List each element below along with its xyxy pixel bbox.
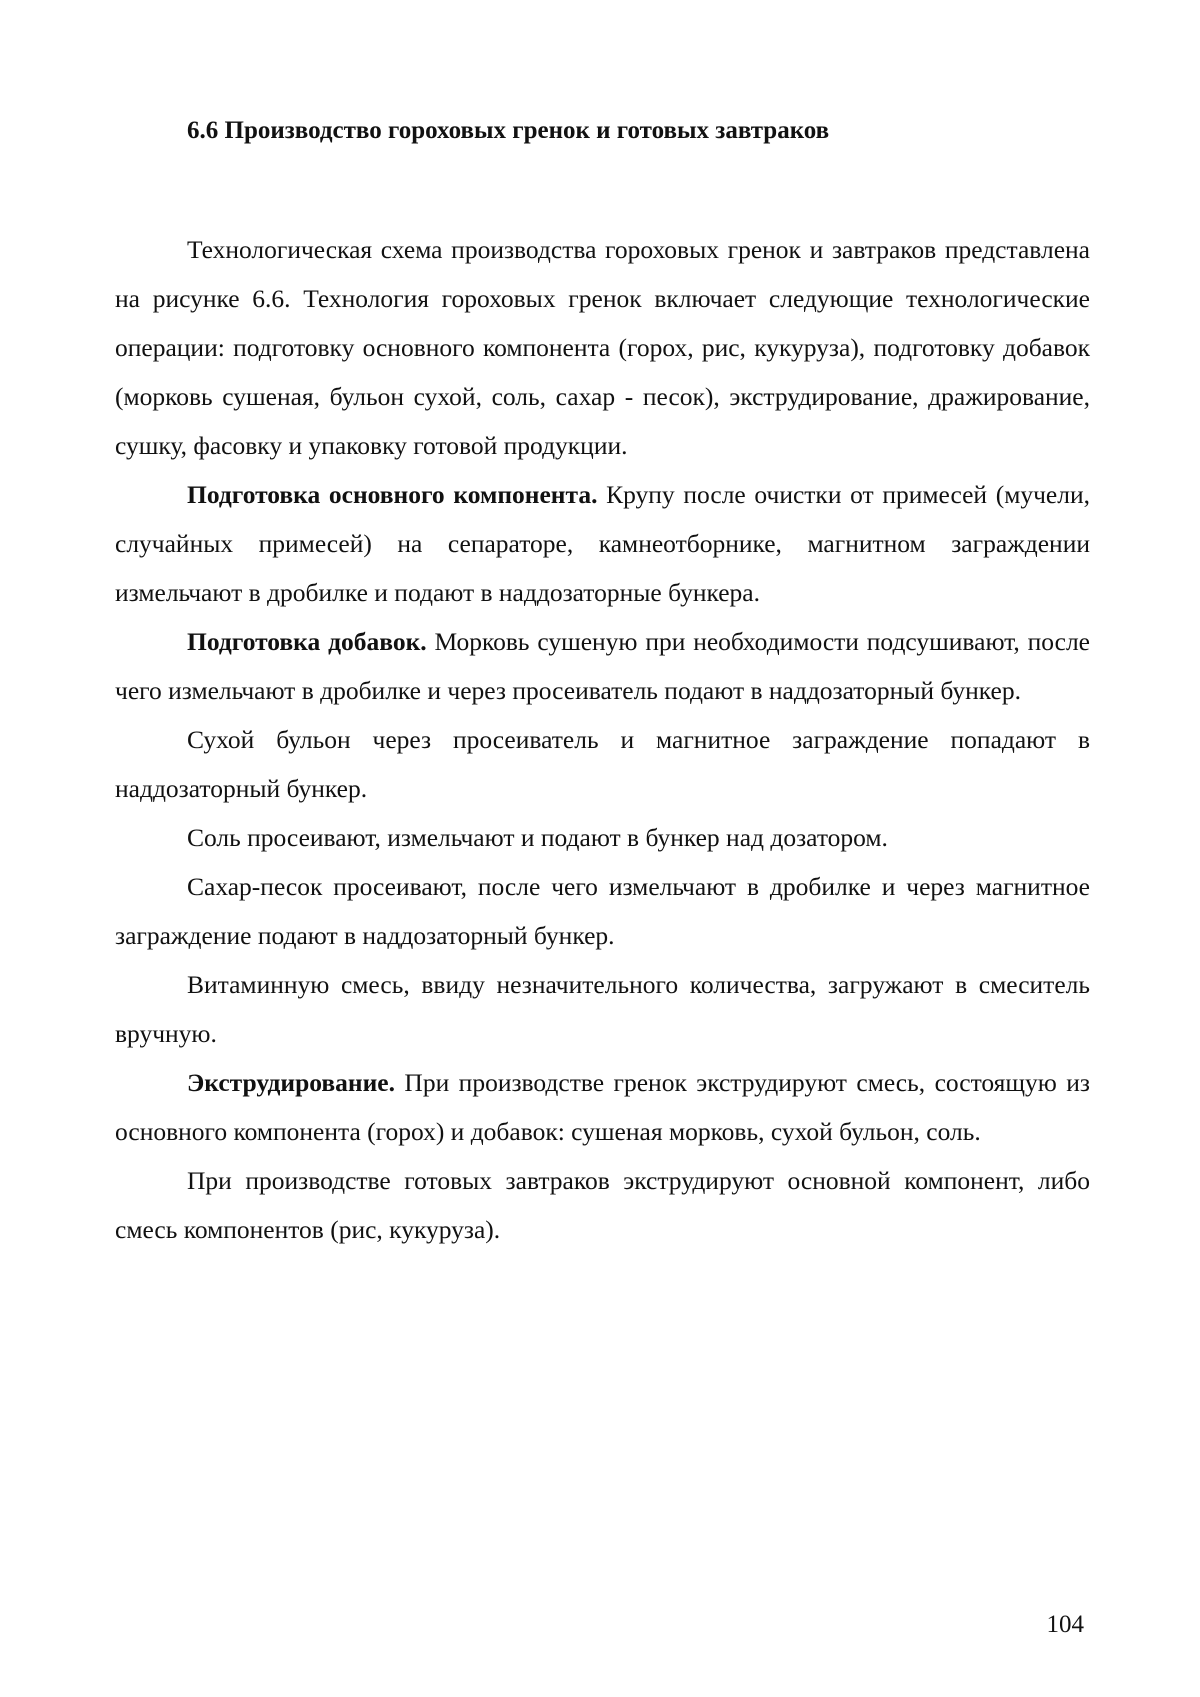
paragraph-text: Технологическая схема производства гороховых гренок и завтраков представлена на рисунке 6.6. Технология гороховых гренок включает следующие технологические операции: подготовку основного компонента (горох, рис, кукуруза), подготовку добавок (морковь сушеная, бульон сухой, соль, сахар - песок), экструдирование, дражирование, сушку, фасовку и упаковку готовой продукции.	[115, 235, 1090, 460]
paragraph-text: При производстве готовых завтраков экструдируют основной компонент, либо смесь компонентов (рис, кукуруза).	[115, 1166, 1090, 1244]
paragraph-broth	[115, 715, 1090, 813]
paragraph-text: Морковь сушеную при необходимости подсушивают, после чего измельчают в дробилке и через просеиватель подают в наддозаторный бункер.	[115, 627, 1090, 705]
paragraph-text: Витаминную смесь, ввиду незначительного количества, загружают в смеситель вручную.	[115, 970, 1090, 1048]
body-text	[115, 225, 1090, 1254]
paragraph-vitamins	[115, 960, 1090, 1058]
paragraph-breakfasts	[115, 1156, 1090, 1254]
paragraph-text: Сухой бульон через просеиватель и магнитное заграждение попадают в наддозаторный бункер.	[115, 725, 1090, 803]
paragraph-additives	[115, 617, 1090, 715]
document-page	[115, 0, 1090, 1697]
paragraph-lead: Экструдирование.	[187, 1068, 395, 1097]
paragraph-intro	[115, 225, 1090, 470]
paragraph-salt	[115, 813, 1090, 862]
paragraph-text: При производстве гренок экструдируют смесь, состоящую из основного компонента (горох) и добавок: сушеная морковь, сухой бульон, соль.	[115, 1068, 1090, 1146]
paragraph-sugar	[115, 862, 1090, 960]
section-heading: 6.6 Производство гороховых гренок и готовых завтраков	[187, 117, 830, 144]
paragraph-text: Крупу после очистки от примесей (мучели, случайных примесей) на сепараторе, камнеотборнике, магнитном заграждении измельчают в дробилке и подают в наддозаторные бункера.	[115, 480, 1090, 607]
page-number: 104	[1046, 1611, 1084, 1638]
paragraph-extrusion	[115, 1058, 1090, 1156]
paragraph-lead: Подготовка основного компонента.	[187, 480, 598, 509]
paragraph-text: Сахар-песок просеивают, после чего измельчают в дробилке и через магнитное заграждение подают в наддозаторный бункер.	[115, 872, 1090, 950]
paragraph-lead: Подготовка добавок.	[187, 627, 427, 656]
paragraph-main-component	[115, 470, 1090, 617]
paragraph-text: Соль просеивают, измельчают и подают в бункер над дозатором.	[187, 823, 888, 852]
